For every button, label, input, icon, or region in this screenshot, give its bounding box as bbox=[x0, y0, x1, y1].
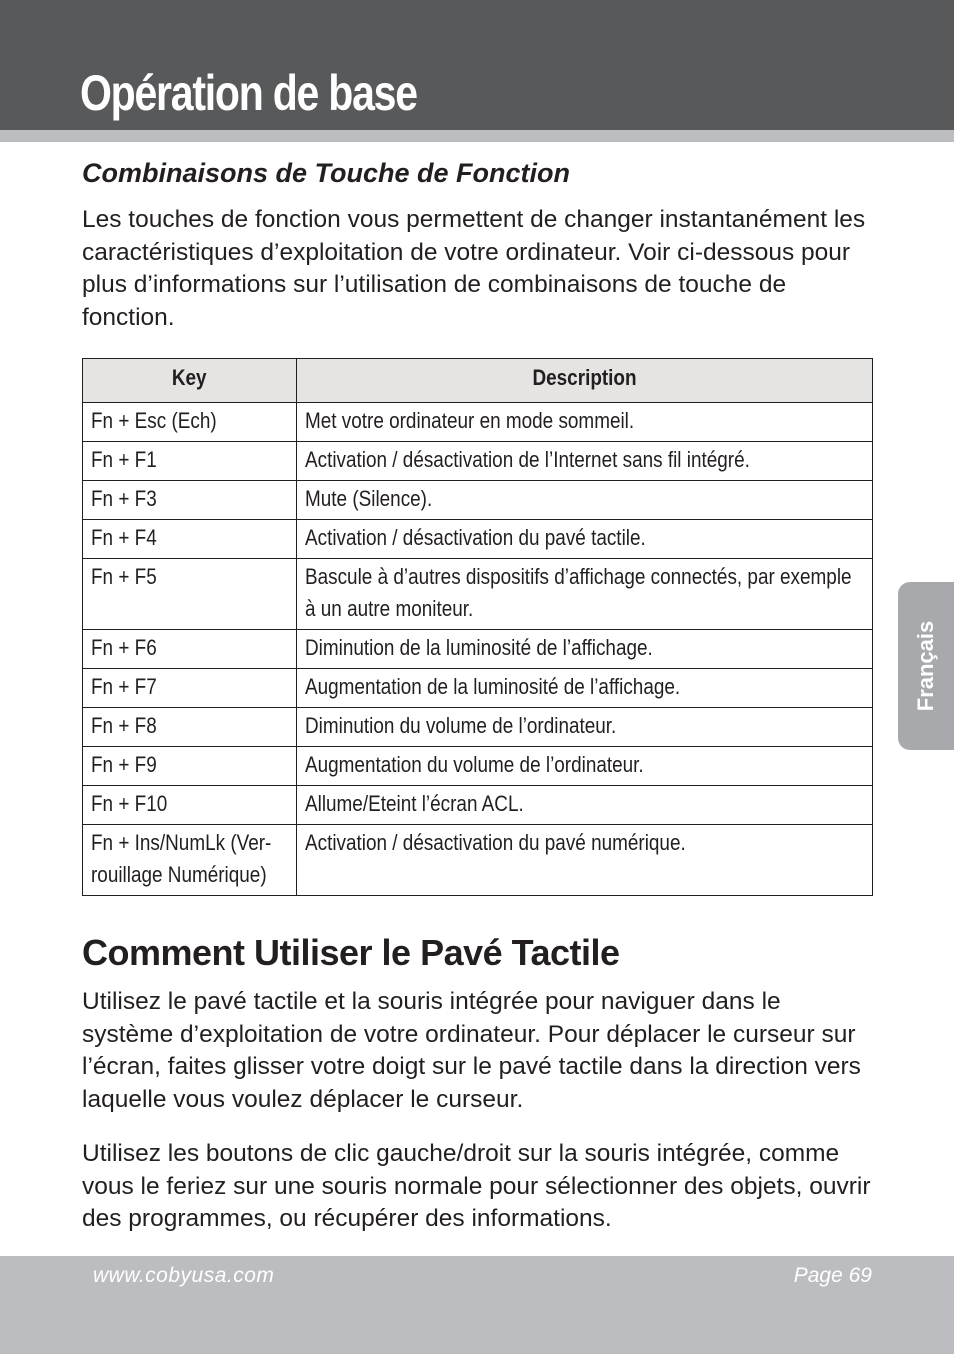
description-text: Mute (Silence). bbox=[305, 486, 433, 511]
key-cell bbox=[83, 786, 297, 825]
key-cell bbox=[83, 825, 297, 896]
table-row bbox=[83, 481, 873, 520]
key-text: Fn + F7 bbox=[91, 674, 157, 699]
key-text: Fn + F5 bbox=[91, 564, 157, 589]
description-text: Augmentation de la luminosité de l’affichage. bbox=[305, 674, 681, 699]
table-body bbox=[83, 403, 873, 896]
table-row bbox=[83, 403, 873, 442]
description-cell bbox=[297, 825, 873, 896]
key-text: Fn + F9 bbox=[91, 752, 157, 777]
table-row bbox=[83, 786, 873, 825]
key-text: Fn + Esc (Ech) bbox=[91, 408, 217, 433]
key-cell bbox=[83, 747, 297, 786]
description-cell bbox=[297, 559, 873, 630]
description-text: Activation / désactivation de l’Internet sans fil intégré. bbox=[305, 447, 750, 472]
key-text: Fn + F6 bbox=[91, 635, 157, 660]
footer-url: www.cobyusa.com bbox=[93, 1264, 275, 1287]
table-header-row bbox=[83, 359, 873, 403]
column-header-description: Description bbox=[297, 359, 873, 403]
table-row bbox=[83, 630, 873, 669]
description-cell bbox=[297, 481, 873, 520]
key-cell bbox=[83, 669, 297, 708]
key-text: Fn + F3 bbox=[91, 486, 157, 511]
key-cell bbox=[83, 481, 297, 520]
description-cell bbox=[297, 669, 873, 708]
key-text: Fn + Ins/NumLk (Ver-rouillage Numérique) bbox=[91, 830, 272, 887]
function-key-table bbox=[82, 358, 873, 896]
description-text: Activation / désactivation du pavé tactile. bbox=[305, 525, 646, 550]
description-cell bbox=[297, 786, 873, 825]
language-tab bbox=[898, 582, 954, 750]
page-title: Opération de base bbox=[80, 65, 417, 121]
section-heading-touchpad: Comment Utiliser le Pavé Tactile bbox=[82, 932, 620, 973]
key-text: Fn + F4 bbox=[91, 525, 157, 550]
table-row bbox=[83, 520, 873, 559]
touchpad-paragraph-1: Utilisez le pavé tactile et la souris intégrée pour naviguer dans le système d’exploitation de votre ordinateur. Pour déplacer le curseur sur l’écran, faites glisser votre doigt sur le pavé tactile dans la direction vers laquelle vous voulez déplacer le curseur. bbox=[82, 988, 861, 1114]
table-row bbox=[83, 559, 873, 630]
language-tab-label: Français bbox=[913, 620, 938, 712]
description-text: Met votre ordinateur en mode sommeil. bbox=[305, 408, 635, 433]
table-row bbox=[83, 442, 873, 481]
description-text: Diminution du volume de l’ordinateur. bbox=[305, 713, 617, 738]
key-text: Fn + F1 bbox=[91, 447, 157, 472]
header-divider bbox=[0, 130, 954, 142]
description-cell bbox=[297, 630, 873, 669]
description-cell bbox=[297, 403, 873, 442]
key-cell bbox=[83, 403, 297, 442]
table-row bbox=[83, 669, 873, 708]
description-text: Activation / désactivation du pavé numérique. bbox=[305, 830, 686, 855]
table-row bbox=[83, 747, 873, 786]
description-text: Allume/Eteint l’écran ACL. bbox=[305, 791, 524, 816]
description-text: Augmentation du volume de l’ordinateur. bbox=[305, 752, 644, 777]
key-cell bbox=[83, 630, 297, 669]
description-text: Bascule à d’autres dispositifs d’affichage connectés, par exemple à un autre moniteur. bbox=[305, 564, 852, 621]
table-row bbox=[83, 825, 873, 896]
footer-page-number: Page 69 bbox=[793, 1264, 872, 1287]
intro-paragraph: Les touches de fonction vous permettent de changer instantanément les caractéristiques d’exploitation de votre ordinateur. Voir ci-dessous pour plus d’informations sur l’utilisation de combinaisons de touche de fonction. bbox=[82, 206, 866, 332]
function-key-table-container bbox=[82, 358, 872, 896]
key-cell bbox=[83, 559, 297, 630]
key-text: Fn + F8 bbox=[91, 713, 157, 738]
touchpad-paragraph-2: Utilisez les boutons de clic gauche/droit sur la souris intégrée, comme vous le feriez sur une souris normale pour sélectionner des objets, ouvrir des programmes, ou récupérer des informations. bbox=[82, 1140, 871, 1233]
table-row bbox=[83, 708, 873, 747]
section-heading-function-keys: Combinaisons de Touche de Fonction bbox=[82, 158, 571, 188]
key-text: Fn + F10 bbox=[91, 791, 168, 816]
description-cell bbox=[297, 442, 873, 481]
description-cell bbox=[297, 747, 873, 786]
column-header-key: Key bbox=[83, 359, 297, 403]
description-cell bbox=[297, 520, 873, 559]
key-cell bbox=[83, 708, 297, 747]
description-cell bbox=[297, 708, 873, 747]
key-cell bbox=[83, 442, 297, 481]
key-cell bbox=[83, 520, 297, 559]
description-text: Diminution de la luminosité de l’affichage. bbox=[305, 635, 653, 660]
